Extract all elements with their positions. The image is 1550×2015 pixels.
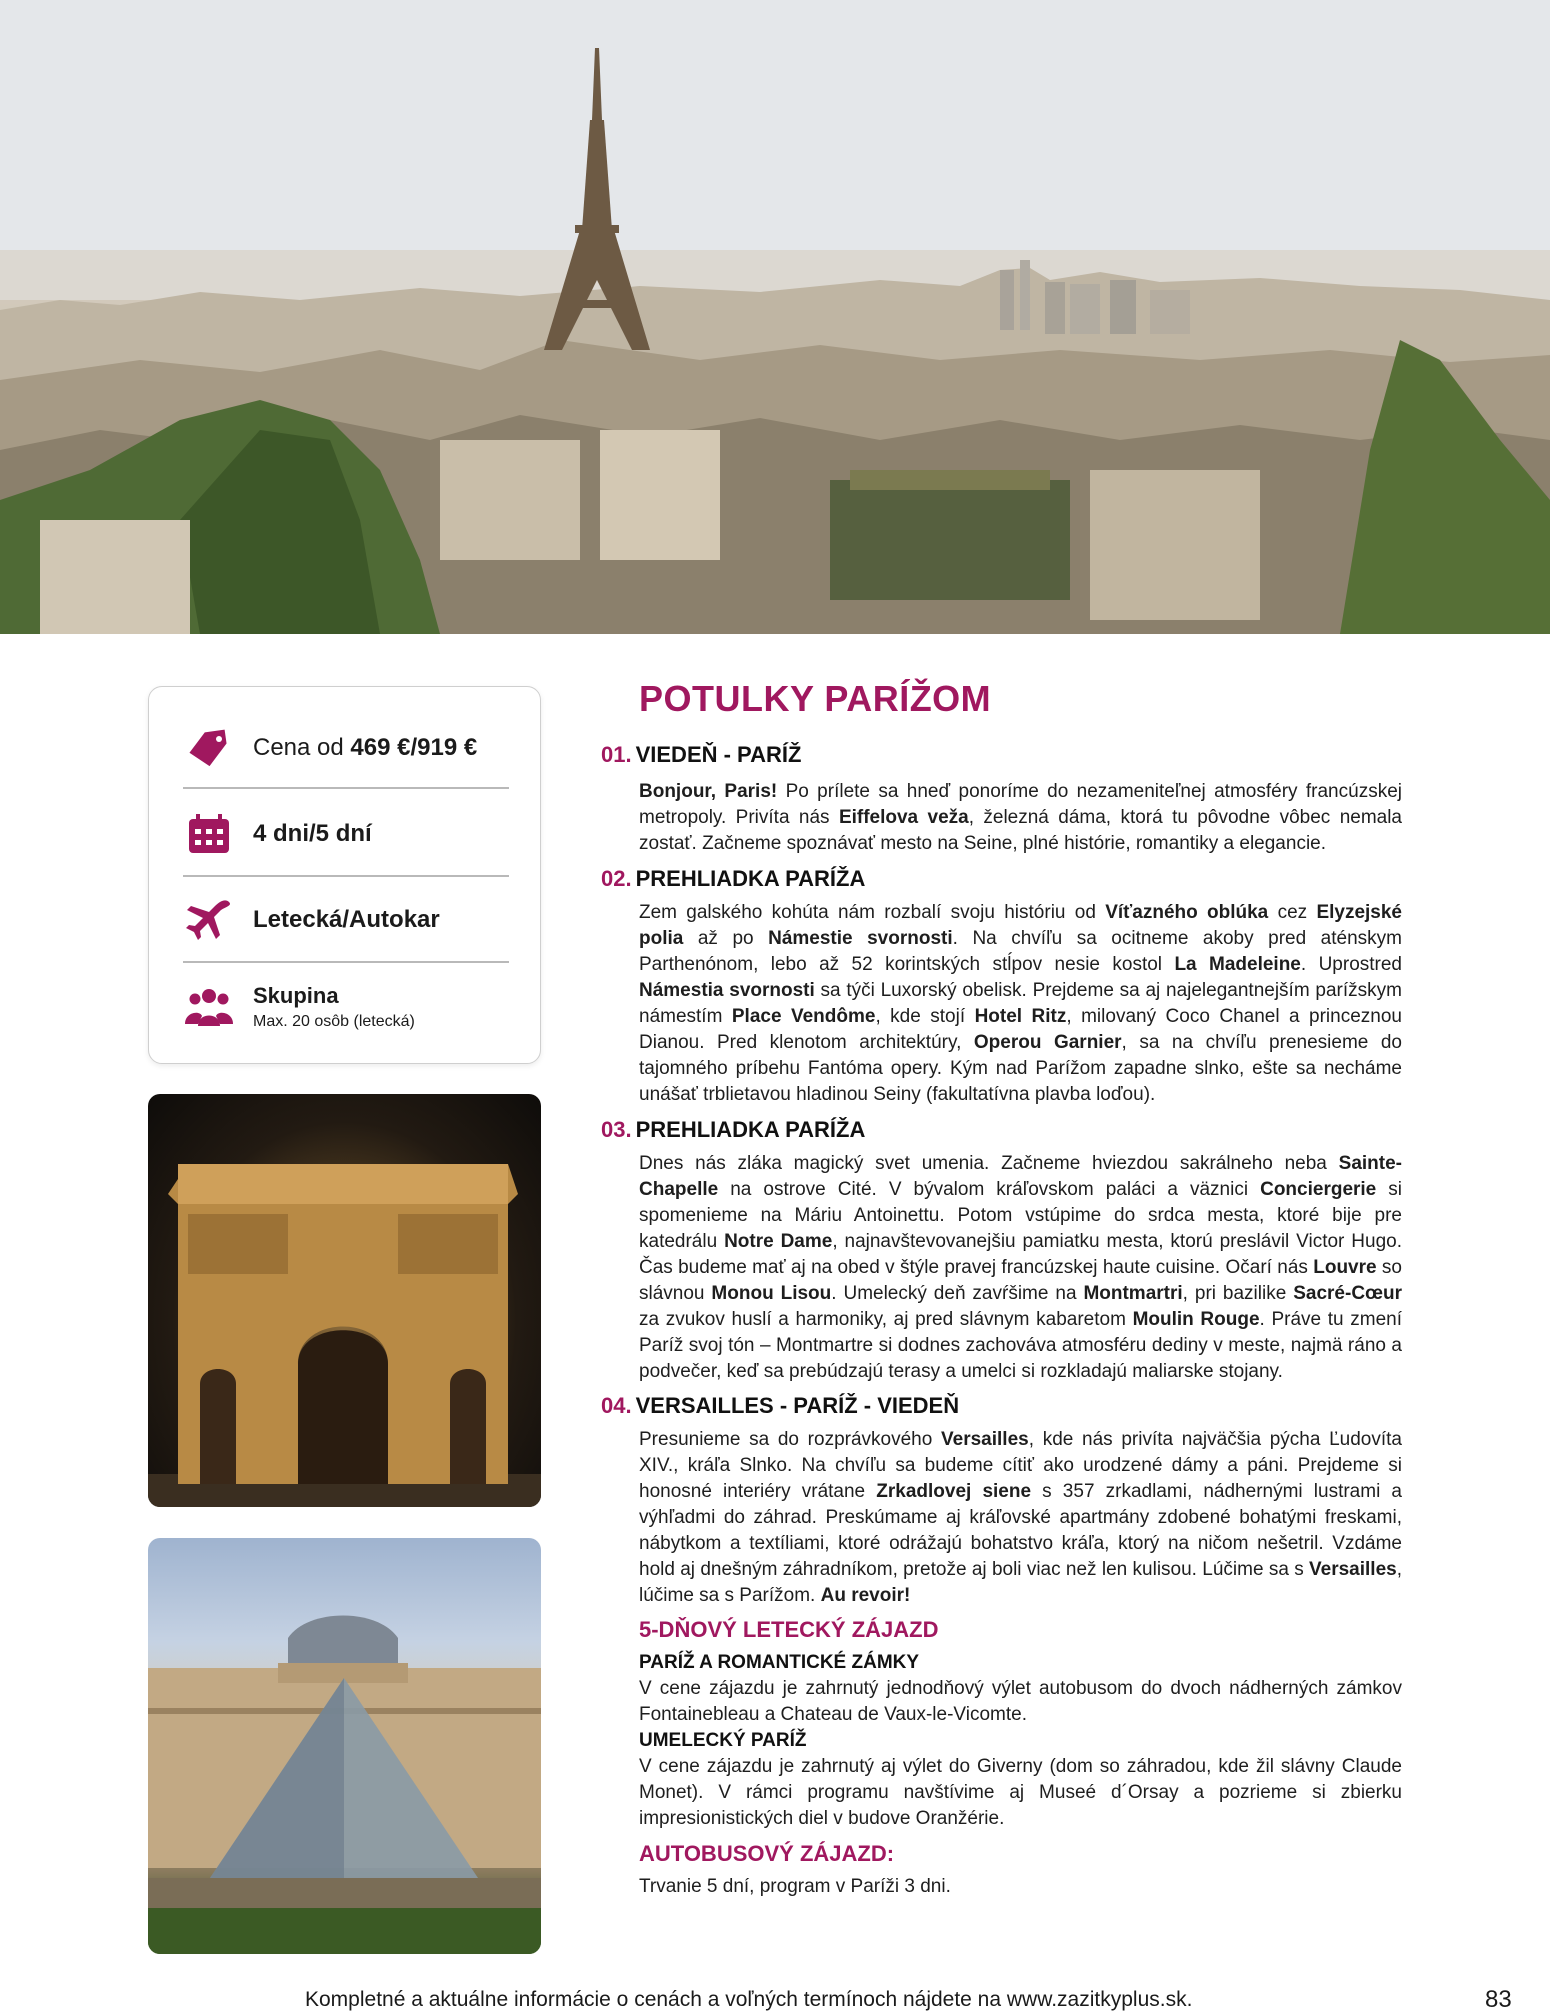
castles-text: V cene zájazdu je zahrnutý jednodňový výlet autobusom do dvoch nádherných zámkov Fontainebleau a Chateau de Vaux-le-Vicomte. <box>639 1678 1402 1725</box>
art-paris-text: V cene zájazdu je zahrnutý aj výlet do Giverny (dom so záhradou, kde žil slávny Claude Monet). V rámci programu navštívime aj Museé d´Orsay a pozrieme si zbierku impresionistických diel v budove Oranžérie. <box>639 1756 1402 1829</box>
trip-info-card <box>148 686 541 1064</box>
section-heading-4: 04. VERSAILLES - PARÍŽ - VIEDEŇ <box>601 1393 960 1418</box>
group-row <box>183 983 509 1031</box>
flight-trip-heading: 5-DŇOVÝ LETECKÝ ZÁJAZD <box>639 1617 939 1642</box>
page-number: 83 <box>1485 1986 1512 2013</box>
group-title: Skupina <box>253 983 339 1008</box>
section-heading-2: 02. PREHLIADKA PARÍŽA <box>601 866 866 891</box>
calendar-icon <box>183 811 235 857</box>
group-icon <box>183 984 235 1030</box>
divider <box>183 961 509 963</box>
price-row <box>183 725 509 771</box>
divider <box>183 875 509 877</box>
section-text-1: Bonjour, Paris! Po prílete sa hneď ponoríme do nezameniteľnej atmosféry francúzskej metropoly. Privíta nás Eiffelova veža, železná dáma, ktorá tu pôvodne vôbec nemala zostať. Začneme spoznávať mesto na Seine, plné histórie, romantiky a elegancie. <box>639 781 1403 854</box>
louvre-pyramid-photo <box>148 1538 541 1954</box>
section-text-2: Zem galského kohúta nám rozbalí svoju históriu od Víťazného oblúka cez Elyzejské polia až po Námestie svornosti. Na chvíľu sa ocitneme akoby pred aténskym Parthenónom, lebo až 52 korintských stĺpov nesie kostol La Madeleine. Uprostred Námestia svornosti sa týči Luxorský obelisk. Prejdeme sa aj najelegantnejším parížskym námestím Place Vendôme, kde stojí Hotel Ritz, milovaný Coco Chanel a princeznou Dianou. Pred klenotom architektúry, Operou Garnier, sa na chvíľu prenesieme do tajomného príbehu Fantóma opery. Kým nad Parížom zapadne slnko, ešte sa necháme unášať trblietavou hladinou Seiny (fakultatívna plavba loďou). <box>639 902 1403 1105</box>
price-tag-icon <box>183 725 235 771</box>
hero-image <box>0 0 1550 634</box>
section-text-4: Presunieme sa do rozprávkového Versailles, kde nás privíta najväčšia pýcha Ľudovíta XIV., kráľa Slnko. Na chvíľu sa budeme cítiť ako urodzené dámy a páni. Prejdeme si honosné interiéry vrátane Zrkadlovej siene s 357 zrkadlami, nádhernými lustrami a výhľadmi do záhrad. Preskúmame aj kráľovské apartmány zdobené bohatými freskami, nábytkom a textíliami, ktoré odrážajú bohatstvo kráľa, ktorý na ničom nešetril. Vzdáme hold aj dnešným záhradníkom, pretože aj boli viac než len kulisou. Lúčime sa s Versailles, lúčime sa s Parížom. Au revoir! <box>639 1429 1403 1606</box>
arc-de-triomphe-photo <box>148 1094 541 1507</box>
price-text: Cena od 469 €/919 € <box>253 734 478 761</box>
duration-row <box>183 811 509 857</box>
divider <box>183 787 509 789</box>
bus-trip-heading: AUTOBUSOVÝ ZÁJAZD: <box>639 1841 895 1866</box>
page-title: POTULKY PARÍŽOM <box>639 678 992 719</box>
bus-trip-text: Trvanie 5 dní, program v Paríži 3 dni. <box>639 1876 951 1897</box>
section-heading-3: 03. PREHLIADKA PARÍŽA <box>601 1117 866 1142</box>
art-paris-heading: UMELECKÝ PARÍŽ <box>639 1730 807 1751</box>
section-heading-1: 01. VIEDEŇ - PARÍŽ <box>601 742 802 767</box>
group-subtitle: Max. 20 osôb (letecká) <box>253 1013 415 1030</box>
duration-text: 4 dni/5 dní <box>253 820 372 847</box>
footer-text: Kompletné a aktuálne informácie o cenách a voľných termínoch nájdete na www.zazitkyplus.sk. <box>305 1988 1193 2011</box>
paris-skyline-illustration <box>0 0 1550 634</box>
transport-text: Letecká/Autokar <box>253 906 440 933</box>
section-text-3: Dnes nás zláka magický svet umenia. Začneme hviezdou sakrálneho neba Sainte-Chapelle na ostrove Cité. V bývalom kráľovskom paláci a väznici Conciergerie si spomenieme na Máriu Antoinettu. Potom vstúpime do srdca mesta, ktoré bije pre katedrálu Notre Dame, najnavštevovanejšiu pamiatku mesta, ktorú preslávil Victor Hugo. Čas budeme mať aj na obed v štýle pravej francúzskej haute cuisine. Očarí nás Louvre so slávnou Monou Lisou. Umelecký deň zavŕšime na Montmartri, pri bazilike Sacré-Cœur za zvukov huslí a harmoniky, aj pred slávnym kabaretom Moulin Rouge. Práve tu zmení Paríž svoj tón – Montmartre si dodnes zachováva atmosféru dediny v meste, najmä ráno a podvečer, keď sa prebúdzajú terasy a umelci si rozkladajú maliarske stojany. <box>639 1153 1402 1382</box>
castles-heading: PARÍŽ A ROMANTICKÉ ZÁMKY <box>639 1652 920 1673</box>
airplane-icon <box>183 897 235 943</box>
transport-row <box>183 897 509 943</box>
group-text <box>253 983 415 1031</box>
